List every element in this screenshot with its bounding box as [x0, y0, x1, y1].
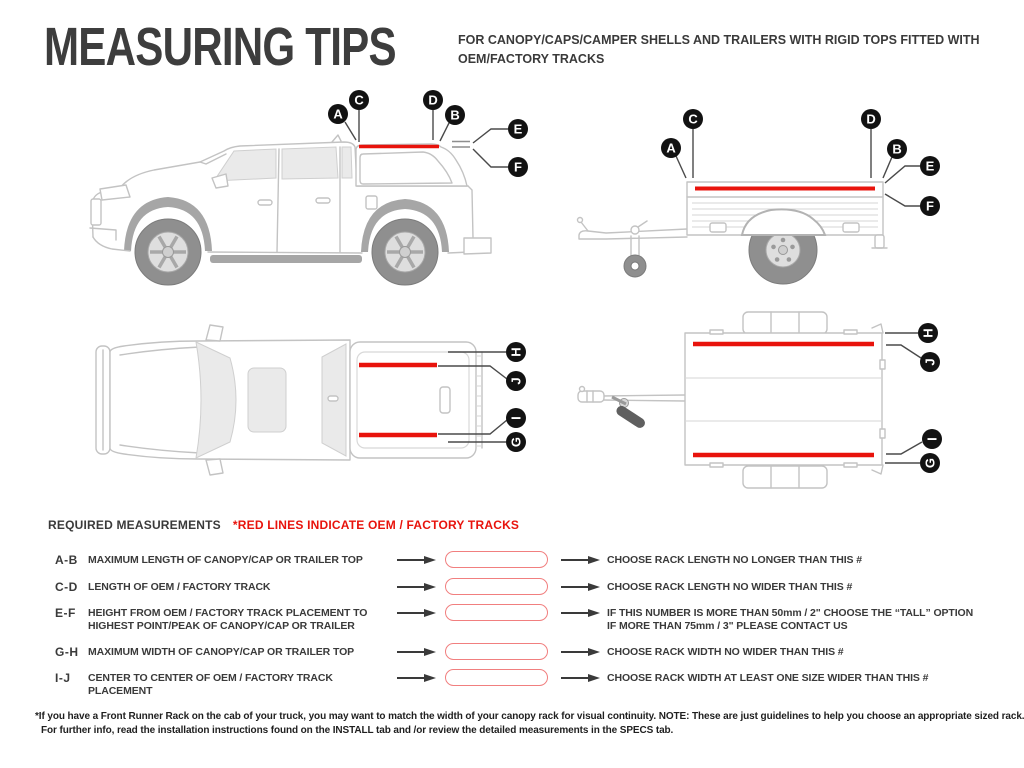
measurement-result: IF THIS NUMBER IS MORE THAN 50mm / 2" CHOOSE THE “TALL” OPTION IF MORE THAN 75mm / 3" PLEASE CONTACT US	[607, 607, 974, 632]
measurement-value-pill	[445, 578, 548, 595]
page-subtitle: FOR CANOPY/CAPS/CAMPER SHELLS AND TRAILERS WITH RIGID TOPS FITTED WITH OEM/FACTORY TRACKS	[458, 33, 980, 66]
flow-arrow-icon	[560, 608, 600, 618]
label-badge-d	[861, 109, 881, 129]
flow-arrow-icon	[560, 582, 600, 592]
trailer-side-artwork	[578, 182, 888, 284]
range-label-cd: C-D	[55, 580, 78, 594]
svg-text:A: A	[333, 106, 343, 122]
svg-text:C: C	[688, 111, 698, 127]
required-measurements-label: REQUIRED MEASUREMENTS	[48, 518, 221, 532]
flow-arrow-icon	[396, 582, 436, 592]
flow-arrow-icon	[560, 673, 600, 683]
svg-text:C: C	[354, 92, 364, 108]
trailer-top-view-diagram	[560, 300, 1020, 500]
svg-text:H: H	[508, 347, 524, 357]
measurement-value-pill	[445, 551, 548, 568]
label-badge-h	[918, 323, 938, 343]
footnote: *If you have a Front Runner Rack on the cab of your truck, you may want to match the width of your canopy rack for visual continuity. NOTE: These are just guidelines to help you choose an appropriate sized rack. For further info, read the installation instructions found on the INSTALL tab and /or review the detailed measurements in the SPECS tab.	[35, 711, 1024, 736]
flow-arrow-icon	[560, 555, 600, 565]
truck-top-artwork	[96, 325, 482, 475]
leader-lines	[885, 333, 922, 463]
label-badge-i	[506, 408, 526, 428]
svg-text:B: B	[892, 141, 902, 157]
label-badge-e	[920, 156, 940, 176]
flow-arrow-icon	[396, 608, 436, 618]
svg-text:E: E	[925, 158, 935, 174]
measurement-description: HEIGHT FROM OEM / FACTORY TRACK PLACEMENT TO HIGHEST POINT/PEAK OF CANOPY/CAP OR TRAILER	[88, 607, 368, 632]
measurement-result: CHOOSE RACK LENGTH NO WIDER THAN THIS #	[607, 581, 853, 593]
flow-arrow-icon	[396, 673, 436, 683]
measurement-description: MAXIMUM WIDTH OF CANOPY/CAP OR TRAILER TOP	[88, 646, 355, 658]
svg-text:B: B	[450, 107, 460, 123]
flow-arrow-icon	[396, 555, 436, 565]
label-badge-i	[922, 429, 942, 449]
measurement-row-ef	[0, 604, 1024, 638]
measurement-result: CHOOSE RACK WIDTH NO WIDER THAN THIS #	[607, 646, 844, 658]
label-badge-f	[920, 196, 940, 216]
svg-text:I: I	[924, 437, 940, 441]
svg-text:F: F	[926, 198, 934, 214]
measurement-row-ij	[0, 669, 1024, 703]
trailer-top-artwork	[578, 312, 885, 488]
flow-arrow-icon	[396, 647, 436, 657]
label-badge-b	[887, 139, 907, 159]
svg-text:G: G	[508, 436, 524, 448]
truck-side-view-diagram	[60, 90, 540, 290]
svg-text:G: G	[922, 457, 938, 469]
svg-text:E: E	[513, 121, 523, 137]
label-badge-f	[508, 157, 528, 177]
label-badge-c	[349, 90, 369, 110]
measurement-value-pill	[445, 643, 548, 660]
label-badge-c	[683, 109, 703, 129]
trailer-side-view-diagram	[560, 90, 1020, 290]
label-badge-j	[506, 371, 526, 391]
measurement-description: MAXIMUM LENGTH OF CANOPY/CAP OR TRAILER TOP	[88, 554, 363, 566]
label-badge-b	[445, 105, 465, 125]
measurement-value-pill	[445, 669, 548, 686]
measurement-description: LENGTH OF OEM / FACTORY TRACK	[88, 581, 271, 593]
label-badge-j	[920, 352, 940, 372]
label-badge-e	[508, 119, 528, 139]
red-lines-note: *RED LINES INDICATE OEM / FACTORY TRACKS	[232, 518, 520, 532]
svg-text:F: F	[514, 159, 522, 175]
label-badge-d	[423, 90, 443, 110]
measurement-result: CHOOSE RACK LENGTH NO LONGER THAN THIS #	[607, 554, 863, 566]
range-label-ef: E-F	[55, 606, 76, 620]
label-badge-h	[506, 342, 526, 362]
page-title: MEASURING TIPS	[44, 17, 396, 77]
label-badge-a	[328, 104, 348, 124]
range-label-gh: G-H	[55, 645, 79, 659]
label-badge-g	[506, 432, 526, 452]
range-label-ij: I-J	[55, 671, 71, 685]
measurement-description: CENTER TO CENTER OF OEM / FACTORY TRACK PLACEMENT	[88, 672, 333, 697]
truck-top-view-diagram	[80, 300, 540, 500]
label-badge-a	[661, 138, 681, 158]
svg-text:J: J	[922, 358, 938, 366]
required-measurements-heading	[48, 518, 519, 532]
flow-arrow-icon	[560, 647, 600, 657]
measurement-result: CHOOSE RACK WIDTH AT LEAST ONE SIZE WIDER THAN THIS #	[607, 672, 929, 684]
svg-text:H: H	[920, 328, 936, 338]
svg-text:I: I	[508, 416, 524, 420]
truck-side-artwork	[90, 135, 491, 285]
label-badge-g	[920, 453, 940, 473]
svg-text:D: D	[428, 92, 438, 108]
svg-text:A: A	[666, 140, 676, 156]
range-label-ab: A-B	[55, 553, 78, 567]
measurement-value-pill	[445, 604, 548, 621]
svg-text:D: D	[866, 111, 876, 127]
svg-text:J: J	[508, 377, 524, 385]
